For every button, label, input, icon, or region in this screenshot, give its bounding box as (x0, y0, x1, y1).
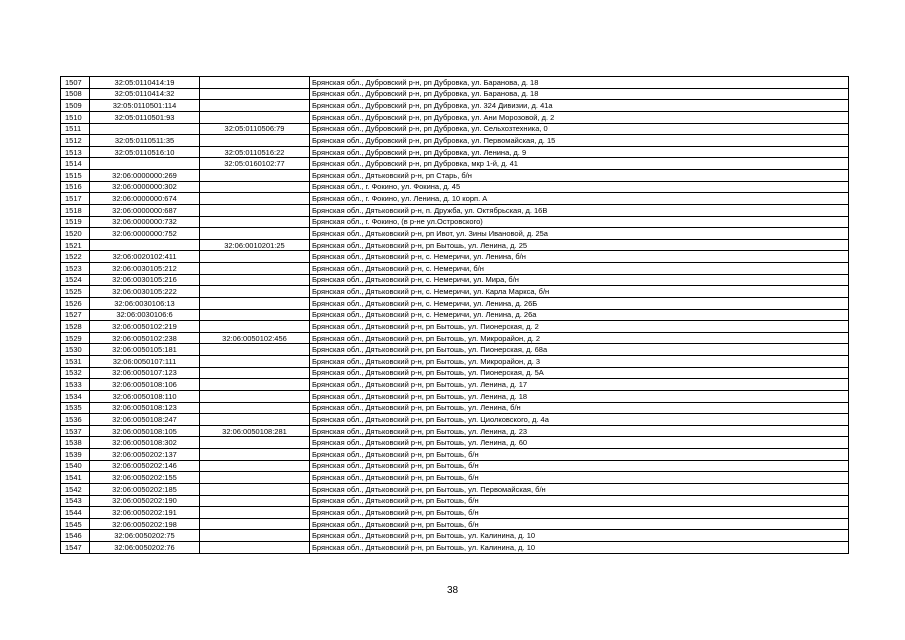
cadastral-number-cell: 32:06:0030106:6 (90, 309, 200, 321)
cadastral-number-cell: 32:06:0050108:123 (90, 402, 200, 414)
related-cadastral-number-cell (200, 379, 310, 391)
table-row (61, 123, 849, 135)
address-cell: Брянская обл., Дятьковский р-н, рп Бытошь, б/н (310, 449, 849, 461)
table-row (61, 344, 849, 356)
row-number-cell: 1541 (61, 472, 90, 484)
related-cadastral-number-cell (200, 251, 310, 263)
address-cell: Брянская обл., Дятьковский р-н, рп Бытошь, ул. Ленина, д. 60 (310, 437, 849, 449)
cadastral-number-cell: 32:06:0020102:411 (90, 251, 200, 263)
table-row (61, 286, 849, 298)
related-cadastral-number-cell (200, 263, 310, 275)
row-number-cell: 1523 (61, 263, 90, 275)
address-cell: Брянская обл., Дятьковский р-н, рп Бытошь, б/н (310, 460, 849, 472)
related-cadastral-number-cell (200, 111, 310, 123)
row-number-cell: 1537 (61, 425, 90, 437)
cadastral-number-cell: 32:06:0000000:674 (90, 193, 200, 205)
row-number-cell: 1511 (61, 123, 90, 135)
address-cell: Брянская обл., Дятьковский р-н, рп Бытошь, ул. Пионерская, д. 2 (310, 321, 849, 333)
row-number-cell: 1545 (61, 518, 90, 530)
row-number-cell: 1516 (61, 181, 90, 193)
cadastral-number-cell: 32:05:0110516:10 (90, 146, 200, 158)
row-number-cell: 1515 (61, 170, 90, 182)
row-number-cell: 1517 (61, 193, 90, 205)
address-cell: Брянская обл., Дятьковский р-н, рп Бытошь, ул. Пионерская, д. 5А (310, 367, 849, 379)
table-row (61, 542, 849, 554)
related-cadastral-number-cell (200, 88, 310, 100)
address-cell: Брянская обл., Дубровский р-н, рп Дубровка, мкр 1-й, д. 41 (310, 158, 849, 170)
row-number-cell: 1519 (61, 216, 90, 228)
row-number-cell: 1526 (61, 297, 90, 309)
address-cell: Брянская обл., Дятьковский р-н, рп Старь, б/н (310, 170, 849, 182)
related-cadastral-number-cell (200, 309, 310, 321)
cadastral-number-cell: 32:06:0050108:106 (90, 379, 200, 391)
cadastral-number-cell: 32:06:0050108:247 (90, 414, 200, 426)
related-cadastral-number-cell (200, 216, 310, 228)
related-cadastral-number-cell (200, 472, 310, 484)
cadastral-number-cell: 32:06:0000000:752 (90, 228, 200, 240)
row-number-cell: 1542 (61, 483, 90, 495)
row-number-cell: 1546 (61, 530, 90, 542)
related-cadastral-number-cell: 32:06:0010201:25 (200, 239, 310, 251)
row-number-cell: 1507 (61, 77, 90, 89)
row-number-cell: 1521 (61, 239, 90, 251)
table-row (61, 239, 849, 251)
related-cadastral-number-cell (200, 414, 310, 426)
related-cadastral-number-cell (200, 390, 310, 402)
related-cadastral-number-cell (200, 181, 310, 193)
related-cadastral-number-cell (200, 402, 310, 414)
address-cell: Брянская обл., Дятьковский р-н, рп Ивот, ул. Зины Ивановой, д. 25а (310, 228, 849, 240)
row-number-cell: 1512 (61, 135, 90, 147)
row-number-cell: 1529 (61, 332, 90, 344)
cadastral-number-cell: 32:05:0110414:32 (90, 88, 200, 100)
address-cell: Брянская обл., Дятьковский р-н, с. Немеричи, ул. Ленина, д. 26Б (310, 297, 849, 309)
table-row (61, 437, 849, 449)
related-cadastral-number-cell (200, 449, 310, 461)
table-row (61, 390, 849, 402)
cadastral-number-cell: 32:06:0000000:687 (90, 204, 200, 216)
row-number-cell: 1510 (61, 111, 90, 123)
related-cadastral-number-cell: 32:05:0110516:22 (200, 146, 310, 158)
address-cell: Брянская обл., Дубровский р-н, рп Дубровка, ул. Баранова, д. 18 (310, 88, 849, 100)
table-row (61, 204, 849, 216)
row-number-cell: 1531 (61, 356, 90, 368)
related-cadastral-number-cell (200, 483, 310, 495)
address-cell: Брянская обл., г. Фокино, ул. Фокина, д. 45 (310, 181, 849, 193)
table-row (61, 216, 849, 228)
table-row (61, 530, 849, 542)
related-cadastral-number-cell (200, 460, 310, 472)
related-cadastral-number-cell (200, 170, 310, 182)
address-cell: Брянская обл., Дятьковский р-н, с. Немеричи, ул. Мира, б/н (310, 274, 849, 286)
address-cell: Брянская обл., Дубровский р-н, рп Дубровка, ул. Ленина, д. 9 (310, 146, 849, 158)
related-cadastral-number-cell (200, 437, 310, 449)
related-cadastral-number-cell (200, 356, 310, 368)
table-row (61, 495, 849, 507)
table-row (61, 367, 849, 379)
related-cadastral-number-cell (200, 542, 310, 554)
cadastral-number-cell (90, 158, 200, 170)
row-number-cell: 1547 (61, 542, 90, 554)
cadastral-number-cell (90, 239, 200, 251)
address-cell: Брянская обл., Дятьковский р-н, рп Бытошь, б/н (310, 507, 849, 519)
table-row (61, 425, 849, 437)
cadastral-number-cell: 32:06:0050102:219 (90, 321, 200, 333)
related-cadastral-number-cell: 32:06:0050102:456 (200, 332, 310, 344)
address-cell: Брянская обл., Дятьковский р-н, рп Бытошь, ул. Ленина, д. 18 (310, 390, 849, 402)
cadastral-number-cell: 32:06:0050202:185 (90, 483, 200, 495)
table-row (61, 111, 849, 123)
cadastral-number-cell: 32:06:0050202:191 (90, 507, 200, 519)
related-cadastral-number-cell (200, 228, 310, 240)
cadastral-number-cell: 32:06:0050202:137 (90, 449, 200, 461)
address-cell: Брянская обл., Дятьковский р-н, рп Бытошь, ул. Ленина, б/н (310, 402, 849, 414)
table-row (61, 332, 849, 344)
cadastral-number-cell: 32:06:0000000:302 (90, 181, 200, 193)
table-row (61, 100, 849, 112)
table-row (61, 135, 849, 147)
related-cadastral-number-cell (200, 530, 310, 542)
cadastral-number-cell: 32:05:0110501:93 (90, 111, 200, 123)
related-cadastral-number-cell: 32:05:0110506:79 (200, 123, 310, 135)
cadastral-number-cell: 32:05:0110414:19 (90, 77, 200, 89)
row-number-cell: 1532 (61, 367, 90, 379)
cadastral-number-cell: 32:06:0000000:732 (90, 216, 200, 228)
address-cell: Брянская обл., Дубровский р-н, рп Дубровка, ул. Баранова, д. 18 (310, 77, 849, 89)
table-row (61, 483, 849, 495)
address-cell: Брянская обл., Дятьковский р-н, с. Немеричи, ул. Карла Маркса, б/н (310, 286, 849, 298)
table-row (61, 507, 849, 519)
related-cadastral-number-cell (200, 297, 310, 309)
address-cell: Брянская обл., Дятьковский р-н, рп Бытошь, ул. Ленина, д. 25 (310, 239, 849, 251)
page-number: 38 (446, 585, 459, 596)
table-row (61, 402, 849, 414)
row-number-cell: 1524 (61, 274, 90, 286)
address-cell: Брянская обл., Дятьковский р-н, рп Бытошь, б/н (310, 495, 849, 507)
cadastral-number-cell: 32:06:0050202:190 (90, 495, 200, 507)
row-number-cell: 1538 (61, 437, 90, 449)
address-cell: Брянская обл., Дятьковский р-н, рп Бытошь, ул. Калинина, д. 10 (310, 530, 849, 542)
cadastral-number-cell: 32:05:0110511:35 (90, 135, 200, 147)
table-row (61, 297, 849, 309)
cadastral-number-cell: 32:06:0050202:198 (90, 518, 200, 530)
table-row (61, 449, 849, 461)
cadastral-number-cell: 32:06:0050202:75 (90, 530, 200, 542)
related-cadastral-number-cell (200, 367, 310, 379)
cadastral-number-cell: 32:06:0000000:269 (90, 170, 200, 182)
table-row (61, 146, 849, 158)
related-cadastral-number-cell (200, 507, 310, 519)
table-row (61, 356, 849, 368)
row-number-cell: 1535 (61, 402, 90, 414)
address-cell: Брянская обл., Дятьковский р-н, с. Немеричи, ул. Ленина, д. 26а (310, 309, 849, 321)
related-cadastral-number-cell (200, 495, 310, 507)
address-cell: Брянская обл., Дубровский р-н, рп Дубровка, ул. Ани Морозовой, д. 2 (310, 111, 849, 123)
table-row (61, 379, 849, 391)
related-cadastral-number-cell (200, 135, 310, 147)
cadastral-number-cell: 32:06:0050105:181 (90, 344, 200, 356)
table-row (61, 88, 849, 100)
cadastral-number-cell: 32:06:0050108:110 (90, 390, 200, 402)
table-row (61, 460, 849, 472)
related-cadastral-number-cell (200, 344, 310, 356)
cadastral-number-cell (90, 123, 200, 135)
related-cadastral-number-cell (200, 193, 310, 205)
cadastral-number-cell: 32:06:0030106:13 (90, 297, 200, 309)
row-number-cell: 1527 (61, 309, 90, 321)
row-number-cell: 1514 (61, 158, 90, 170)
address-cell: Брянская обл., г. Фокино, (в р-не ул.Островского) (310, 216, 849, 228)
row-number-cell: 1528 (61, 321, 90, 333)
address-cell: Брянская обл., Дятьковский р-н, рп Бытошь, ул. Ленина, д. 17 (310, 379, 849, 391)
row-number-cell: 1536 (61, 414, 90, 426)
address-cell: Брянская обл., Дятьковский р-н, рп Бытошь, ул. Пионерская, д. 68а (310, 344, 849, 356)
cadastral-number-cell: 32:06:0030105:216 (90, 274, 200, 286)
row-number-cell: 1543 (61, 495, 90, 507)
cadastral-number-cell: 32:06:0050107:123 (90, 367, 200, 379)
table-row (61, 274, 849, 286)
cadastral-number-cell: 32:06:0050202:76 (90, 542, 200, 554)
address-cell: Брянская обл., Дубровский р-н, рп Дубровка, ул. Первомайская, д. 15 (310, 135, 849, 147)
table-row (61, 414, 849, 426)
cadastral-number-cell: 32:06:0030105:212 (90, 263, 200, 275)
related-cadastral-number-cell (200, 204, 310, 216)
cadastral-number-cell: 32:06:0050202:155 (90, 472, 200, 484)
row-number-cell: 1520 (61, 228, 90, 240)
address-cell: Брянская обл., Дятьковский р-н, п. Дружба, ул. Октябрьская, д. 16В (310, 204, 849, 216)
address-cell: Брянская обл., Дятьковский р-н, рп Бытошь, ул. Первомайская, б/н (310, 483, 849, 495)
related-cadastral-number-cell (200, 100, 310, 112)
table-row (61, 251, 849, 263)
cadastral-number-cell: 32:06:0050108:302 (90, 437, 200, 449)
related-cadastral-number-cell (200, 274, 310, 286)
row-number-cell: 1530 (61, 344, 90, 356)
table-row (61, 518, 849, 530)
row-number-cell: 1509 (61, 100, 90, 112)
address-cell: Брянская обл., Дятьковский р-н, рп Бытошь, ул. Микрорайон, д. 3 (310, 356, 849, 368)
row-number-cell: 1533 (61, 379, 90, 391)
related-cadastral-number-cell: 32:05:0160102:77 (200, 158, 310, 170)
table-row (61, 181, 849, 193)
address-cell: Брянская обл., Дятьковский р-н, рп Бытошь, ул. Калинина, д. 10 (310, 542, 849, 554)
table-row (61, 263, 849, 275)
registry-table-body (61, 77, 849, 554)
table-row (61, 170, 849, 182)
table-row (61, 472, 849, 484)
address-cell: Брянская обл., Дятьковский р-н, с. Немеричи, б/н (310, 263, 849, 275)
cadastral-number-cell: 32:06:0030105:222 (90, 286, 200, 298)
address-cell: Брянская обл., г. Фокино, ул. Ленина, д. 10 корп. А (310, 193, 849, 205)
related-cadastral-number-cell: 32:06:0050108:281 (200, 425, 310, 437)
row-number-cell: 1518 (61, 204, 90, 216)
row-number-cell: 1540 (61, 460, 90, 472)
address-cell: Брянская обл., Дятьковский р-н, с. Немеричи, ул. Ленина, б/н (310, 251, 849, 263)
row-number-cell: 1508 (61, 88, 90, 100)
table-row (61, 228, 849, 240)
cadastral-number-cell: 32:05:0110501:114 (90, 100, 200, 112)
related-cadastral-number-cell (200, 77, 310, 89)
cadastral-number-cell: 32:06:0050108:105 (90, 425, 200, 437)
row-number-cell: 1525 (61, 286, 90, 298)
table-row (61, 77, 849, 89)
related-cadastral-number-cell (200, 518, 310, 530)
table-row (61, 193, 849, 205)
table-row (61, 158, 849, 170)
address-cell: Брянская обл., Дятьковский р-н, рп Бытошь, ул. Микрорайон, д. 2 (310, 332, 849, 344)
related-cadastral-number-cell (200, 321, 310, 333)
table-row (61, 321, 849, 333)
address-cell: Брянская обл., Дятьковский р-н, рп Бытошь, ул. Ленина, д. 23 (310, 425, 849, 437)
address-cell: Брянская обл., Дубровский р-н, рп Дубровка, ул. Сельхозтехника, 0 (310, 123, 849, 135)
row-number-cell: 1513 (61, 146, 90, 158)
cadastral-number-cell: 32:06:0050202:146 (90, 460, 200, 472)
related-cadastral-number-cell (200, 286, 310, 298)
registry-table (60, 76, 849, 554)
cadastral-number-cell: 32:06:0050102:238 (90, 332, 200, 344)
row-number-cell: 1539 (61, 449, 90, 461)
row-number-cell: 1534 (61, 390, 90, 402)
cadastral-number-cell: 32:06:0050107:111 (90, 356, 200, 368)
row-number-cell: 1544 (61, 507, 90, 519)
table-row (61, 309, 849, 321)
address-cell: Брянская обл., Дятьковский р-н, рп Бытошь, б/н (310, 472, 849, 484)
row-number-cell: 1522 (61, 251, 90, 263)
address-cell: Брянская обл., Дятьковский р-н, рп Бытошь, б/н (310, 518, 849, 530)
address-cell: Брянская обл., Дятьковский р-н, рп Бытошь, ул. Циолковского, д. 4а (310, 414, 849, 426)
address-cell: Брянская обл., Дубровский р-н, рп Дубровка, ул. 324 Дивизии, д. 41а (310, 100, 849, 112)
